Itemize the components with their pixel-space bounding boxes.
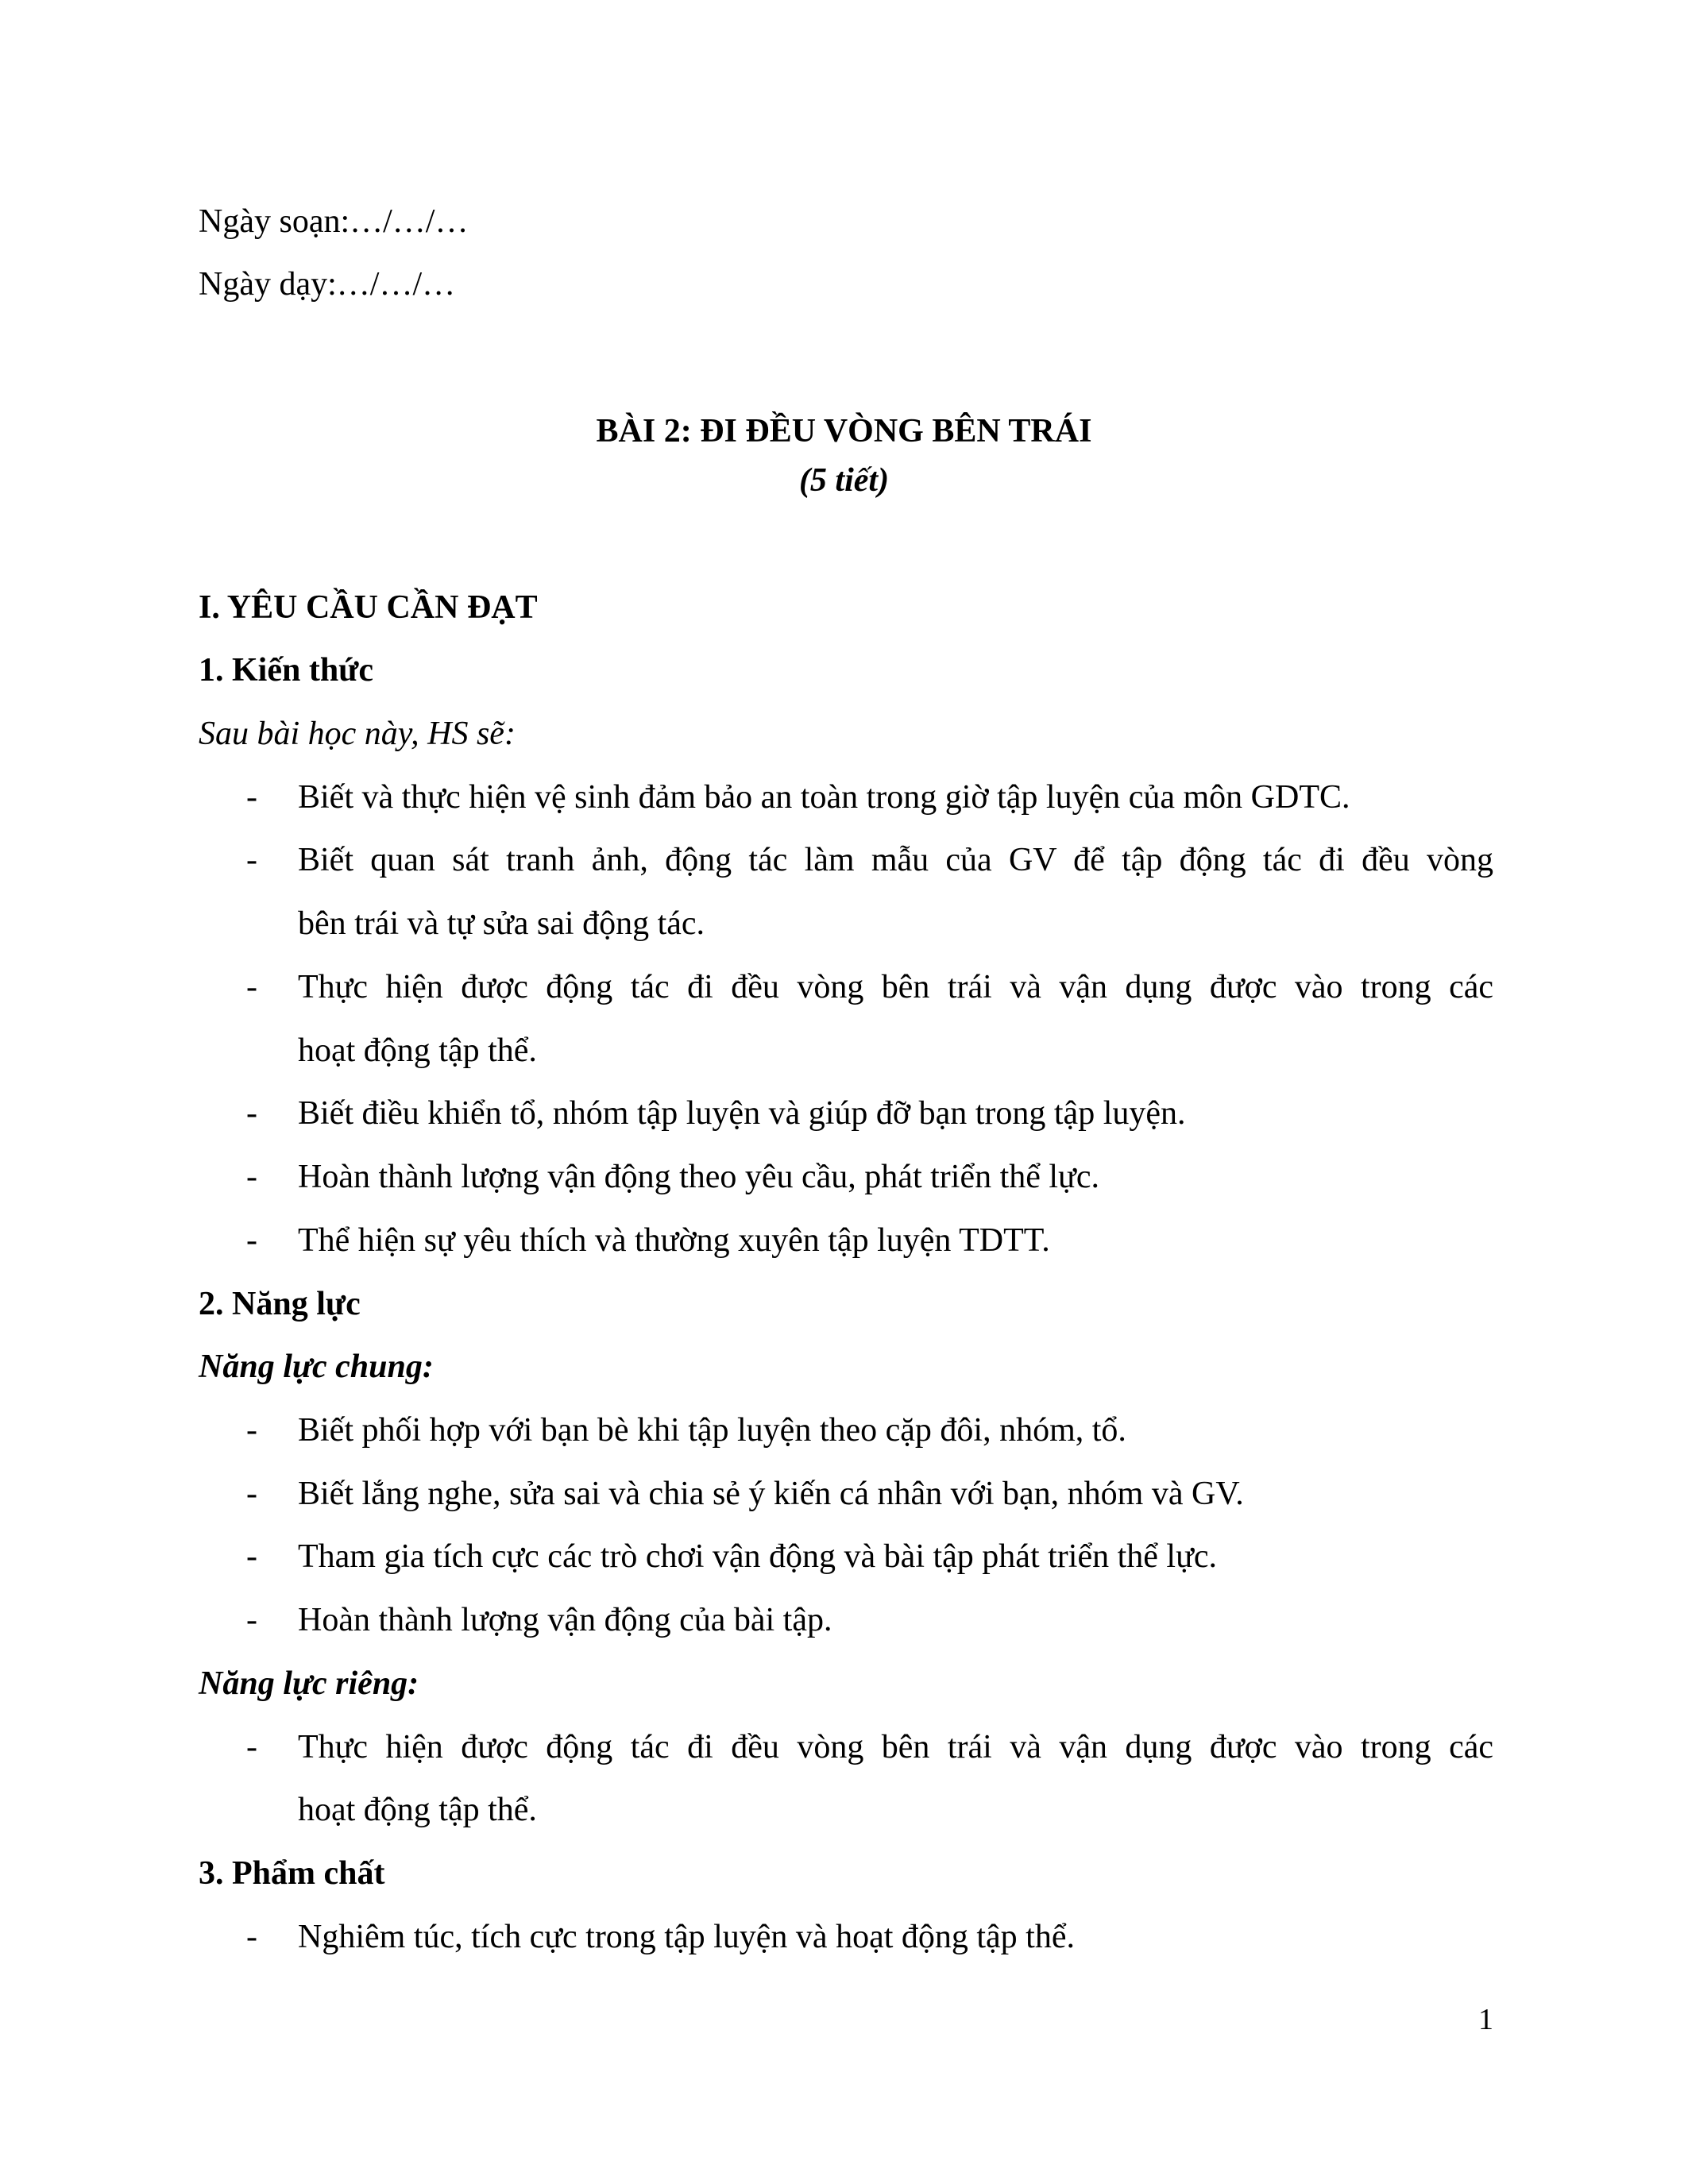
bullet-dash: - xyxy=(246,1538,257,1575)
list-item-text: Hoàn thành lượng vận động theo yêu cầu, phát triển thể lực. xyxy=(298,1159,1099,1195)
list-item-text: Biết điều khiển tổ, nhóm tập luyện và giúp đỡ bạn trong tập luyện. xyxy=(298,1095,1186,1132)
lesson-duration: (5 tiết) xyxy=(798,462,890,499)
list-item-continuation: bên trái và tự sửa sai động tác. xyxy=(298,905,705,942)
page-number: 1 xyxy=(1478,2003,1493,2036)
bullet-dash: - xyxy=(246,1159,257,1195)
list-item-text: Biết phối hợp với bạn bè khi tập luyện theo cặp đôi, nhóm, tổ. xyxy=(298,1412,1126,1449)
subsection-heading-qualities: 3. Phẩm chất xyxy=(199,1855,385,1892)
bullet-dash: - xyxy=(246,969,257,1005)
knowledge-intro: Sau bài học này, HS sẽ: xyxy=(199,716,516,752)
list-item-continuation: hoạt động tập thể. xyxy=(298,1792,537,1828)
bullet-dash: - xyxy=(246,1222,257,1259)
bullet-dash: - xyxy=(246,1095,257,1132)
bullet-dash: - xyxy=(246,1729,257,1765)
list-item-text: Hoàn thành lượng vận động của bài tập. xyxy=(298,1602,832,1638)
list-item-text: Biết quan sát tranh ảnh, động tác làm mẫu của GV để tập động tác đi đều vòng xyxy=(298,842,1493,878)
list-item-text: Thực hiện được động tác đi đều vòng bên trái và vận dụng được vào trong các xyxy=(298,1729,1493,1765)
list-item-text: Thể hiện sự yêu thích và thường xuyên tập luyện TDTT. xyxy=(298,1222,1050,1259)
general-competence-heading: Năng lực chung: xyxy=(199,1349,434,1385)
list-item-text: Nghiêm túc, tích cực trong tập luyện và hoạt động tập thể. xyxy=(298,1919,1075,1955)
bullet-dash: - xyxy=(246,1919,257,1955)
section-heading-requirements: I. YÊU CẦU CẦN ĐẠT xyxy=(199,589,538,626)
list-item-text: Biết và thực hiện vệ sinh đảm bảo an toàn trong giờ tập luyện của môn GDTC. xyxy=(298,779,1350,816)
list-item-text: Thực hiện được động tác đi đều vòng bên trái và vận dụng được vào trong các xyxy=(298,969,1493,1005)
bullet-dash: - xyxy=(246,1602,257,1638)
bullet-dash: - xyxy=(246,1476,257,1512)
teaching-date: Ngày dạy:…/…/… xyxy=(199,266,456,303)
bullet-dash: - xyxy=(246,779,257,816)
specific-competence-heading: Năng lực riêng: xyxy=(199,1665,419,1702)
list-item-continuation: hoạt động tập thể. xyxy=(298,1032,537,1069)
bullet-dash: - xyxy=(246,842,257,878)
preparation-date: Ngày soạn:…/…/… xyxy=(199,203,469,240)
list-item-text: Tham gia tích cực các trò chơi vận động và bài tập phát triển thể lực. xyxy=(298,1538,1217,1575)
subsection-heading-competence: 2. Năng lực xyxy=(199,1286,361,1322)
list-item-text: Biết lắng nghe, sửa sai và chia sẻ ý kiến cá nhân với bạn, nhóm và GV. xyxy=(298,1476,1244,1512)
bullet-dash: - xyxy=(246,1412,257,1449)
lesson-title: BÀI 2: ĐI ĐỀU VÒNG BÊN TRÁI xyxy=(596,413,1092,450)
subsection-heading-knowledge: 1. Kiến thức xyxy=(199,652,374,689)
